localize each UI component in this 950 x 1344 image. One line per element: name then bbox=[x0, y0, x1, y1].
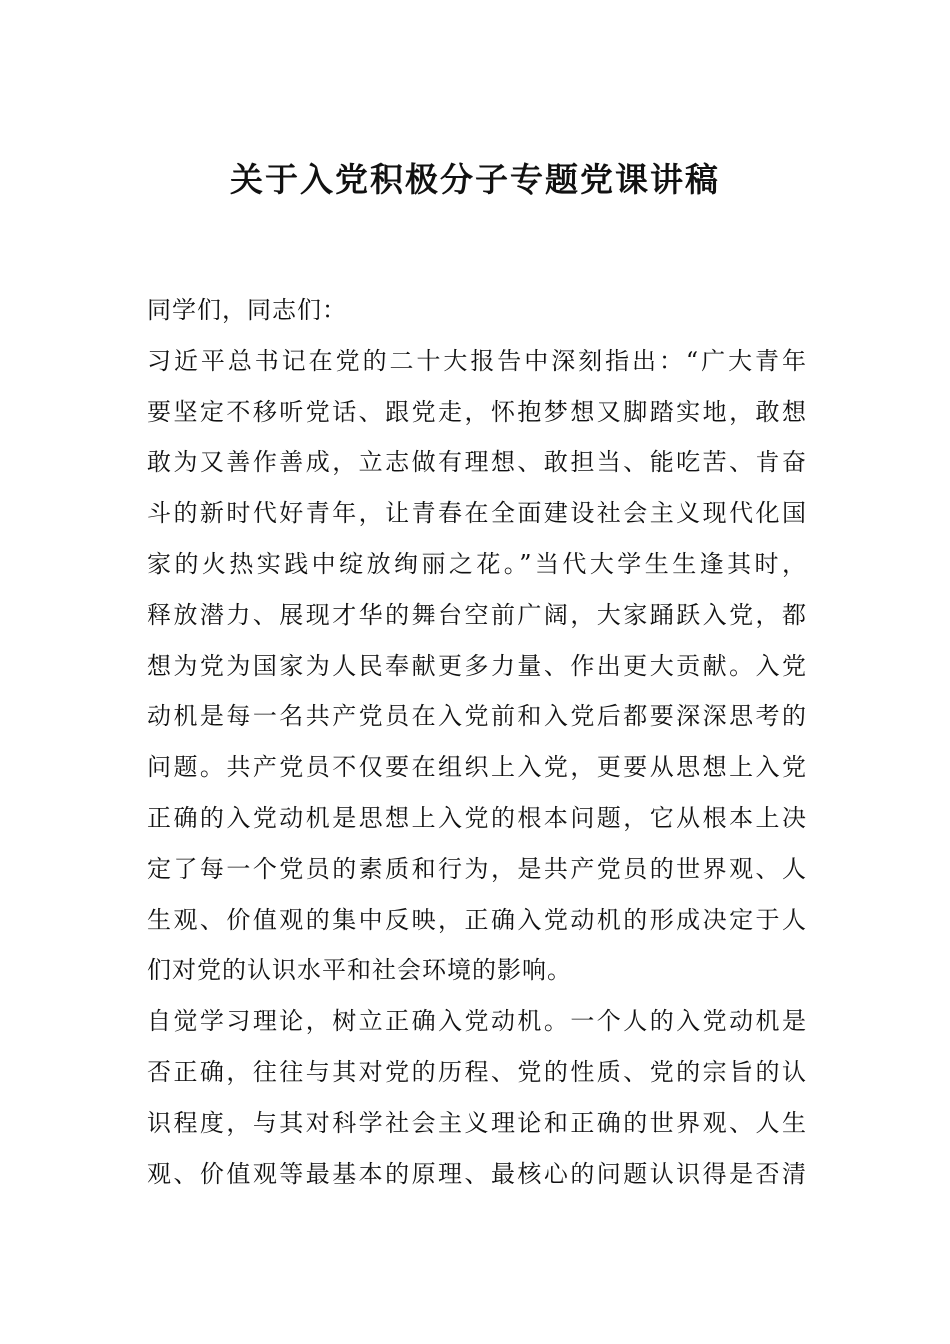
body-line: 否正确，往往与其对党的历程、党的性质、党的宗旨的认 bbox=[147, 1057, 807, 1086]
body-line: 习近平总书记在党的二十大报告中深刻指出：“广大青年 bbox=[147, 346, 807, 375]
body-line: 要坚定不移听党话、跟党走，怀抱梦想又脚踏实地，敢想 bbox=[147, 397, 807, 426]
body-line: 斗的新时代好青年，让青春在全面建设社会主义现代化国 bbox=[147, 499, 807, 528]
body-line: 定了每一个党员的素质和行为，是共产党员的世界观、人 bbox=[147, 854, 807, 883]
salutation-line: 同学们，同志们： bbox=[147, 296, 347, 324]
body-line: 家的火热实践中绽放绚丽之花。”当代大学生生逢其时， bbox=[147, 549, 807, 578]
body-line: 们对党的认识水平和社会环境的影响。 bbox=[147, 956, 572, 985]
body-line: 识程度，与其对科学社会主义理论和正确的世界观、人生 bbox=[147, 1108, 807, 1137]
body-line: 正确的入党动机是思想上入党的根本问题，它从根本上决 bbox=[147, 803, 807, 832]
body-line: 问题。共产党员不仅要在组织上入党，更要从思想上入党 bbox=[147, 753, 807, 782]
body-line: 敢为又善作善成，立志做有理想、敢担当、能吃苦、肯奋 bbox=[147, 448, 807, 477]
body-line: 释放潜力、展现才华的舞台空前广阔，大家踊跃入党，都 bbox=[147, 600, 807, 629]
body-line: 想为党为国家为人民奉献更多力量、作出更大贡献。入党 bbox=[147, 651, 807, 680]
body-line: 自觉学习理论，树立正确入党动机。一个人的入党动机是 bbox=[147, 1007, 807, 1036]
body-line: 生观、价值观的集中反映，正确入党动机的形成决定于人 bbox=[147, 905, 807, 934]
document-title: 关于入党积极分子专题党课讲稿 bbox=[230, 160, 720, 199]
document-body bbox=[147, 285, 807, 1199]
body-line: 观、价值观等最基本的原理、最核心的问题认识得是否清 bbox=[147, 1159, 807, 1188]
body-line: 动机是每一名共产党员在入党前和入党后都要深深思考的 bbox=[147, 702, 807, 731]
